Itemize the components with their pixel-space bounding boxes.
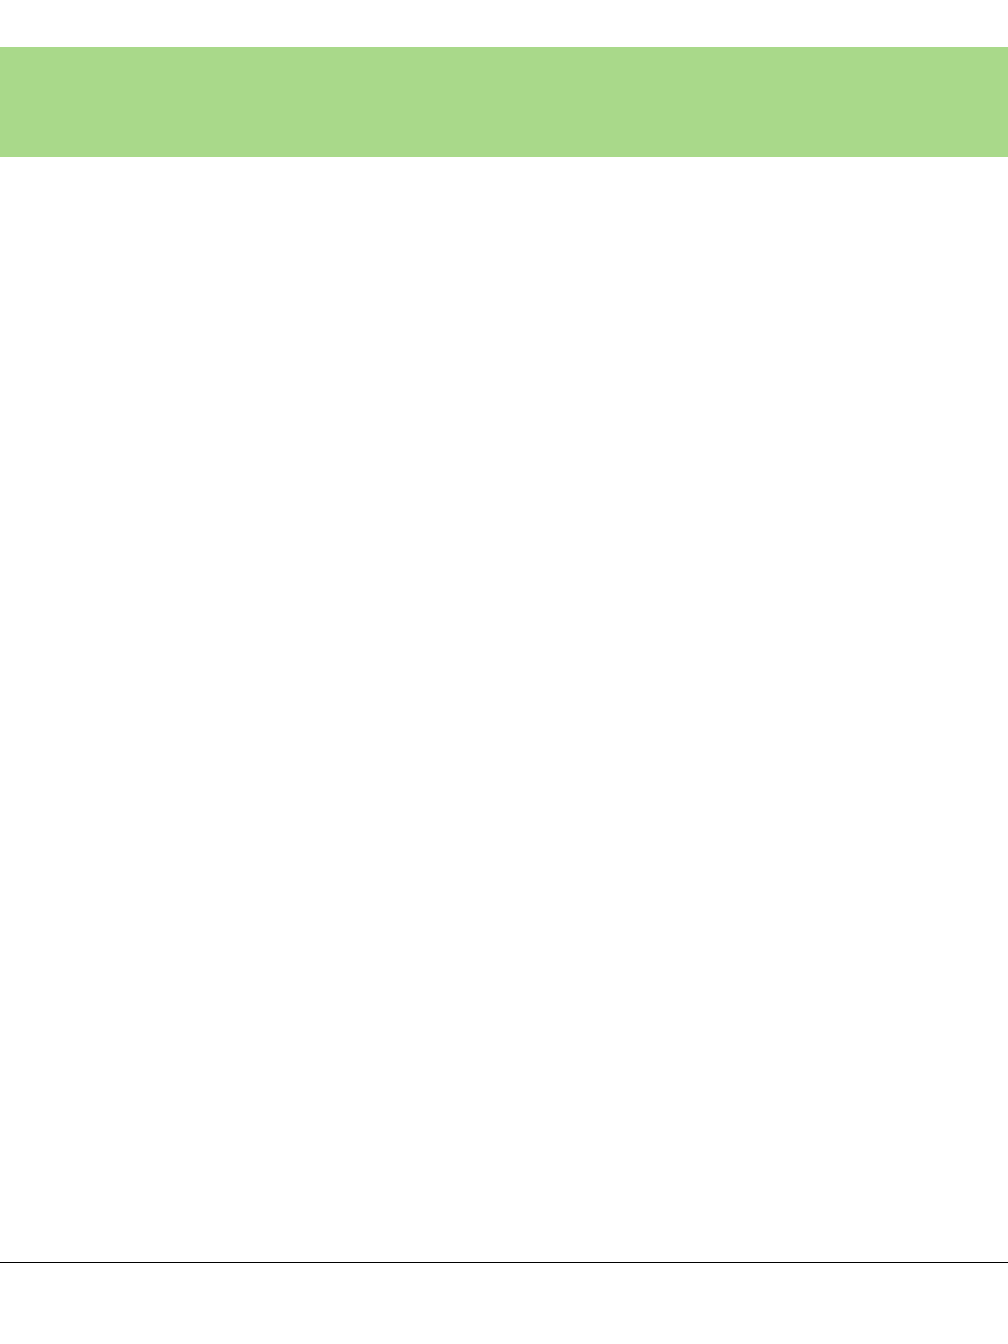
document-body <box>84 210 924 248</box>
page-title <box>0 47 1008 57</box>
footer-divider <box>0 1262 1008 1263</box>
header-band <box>0 47 1008 157</box>
